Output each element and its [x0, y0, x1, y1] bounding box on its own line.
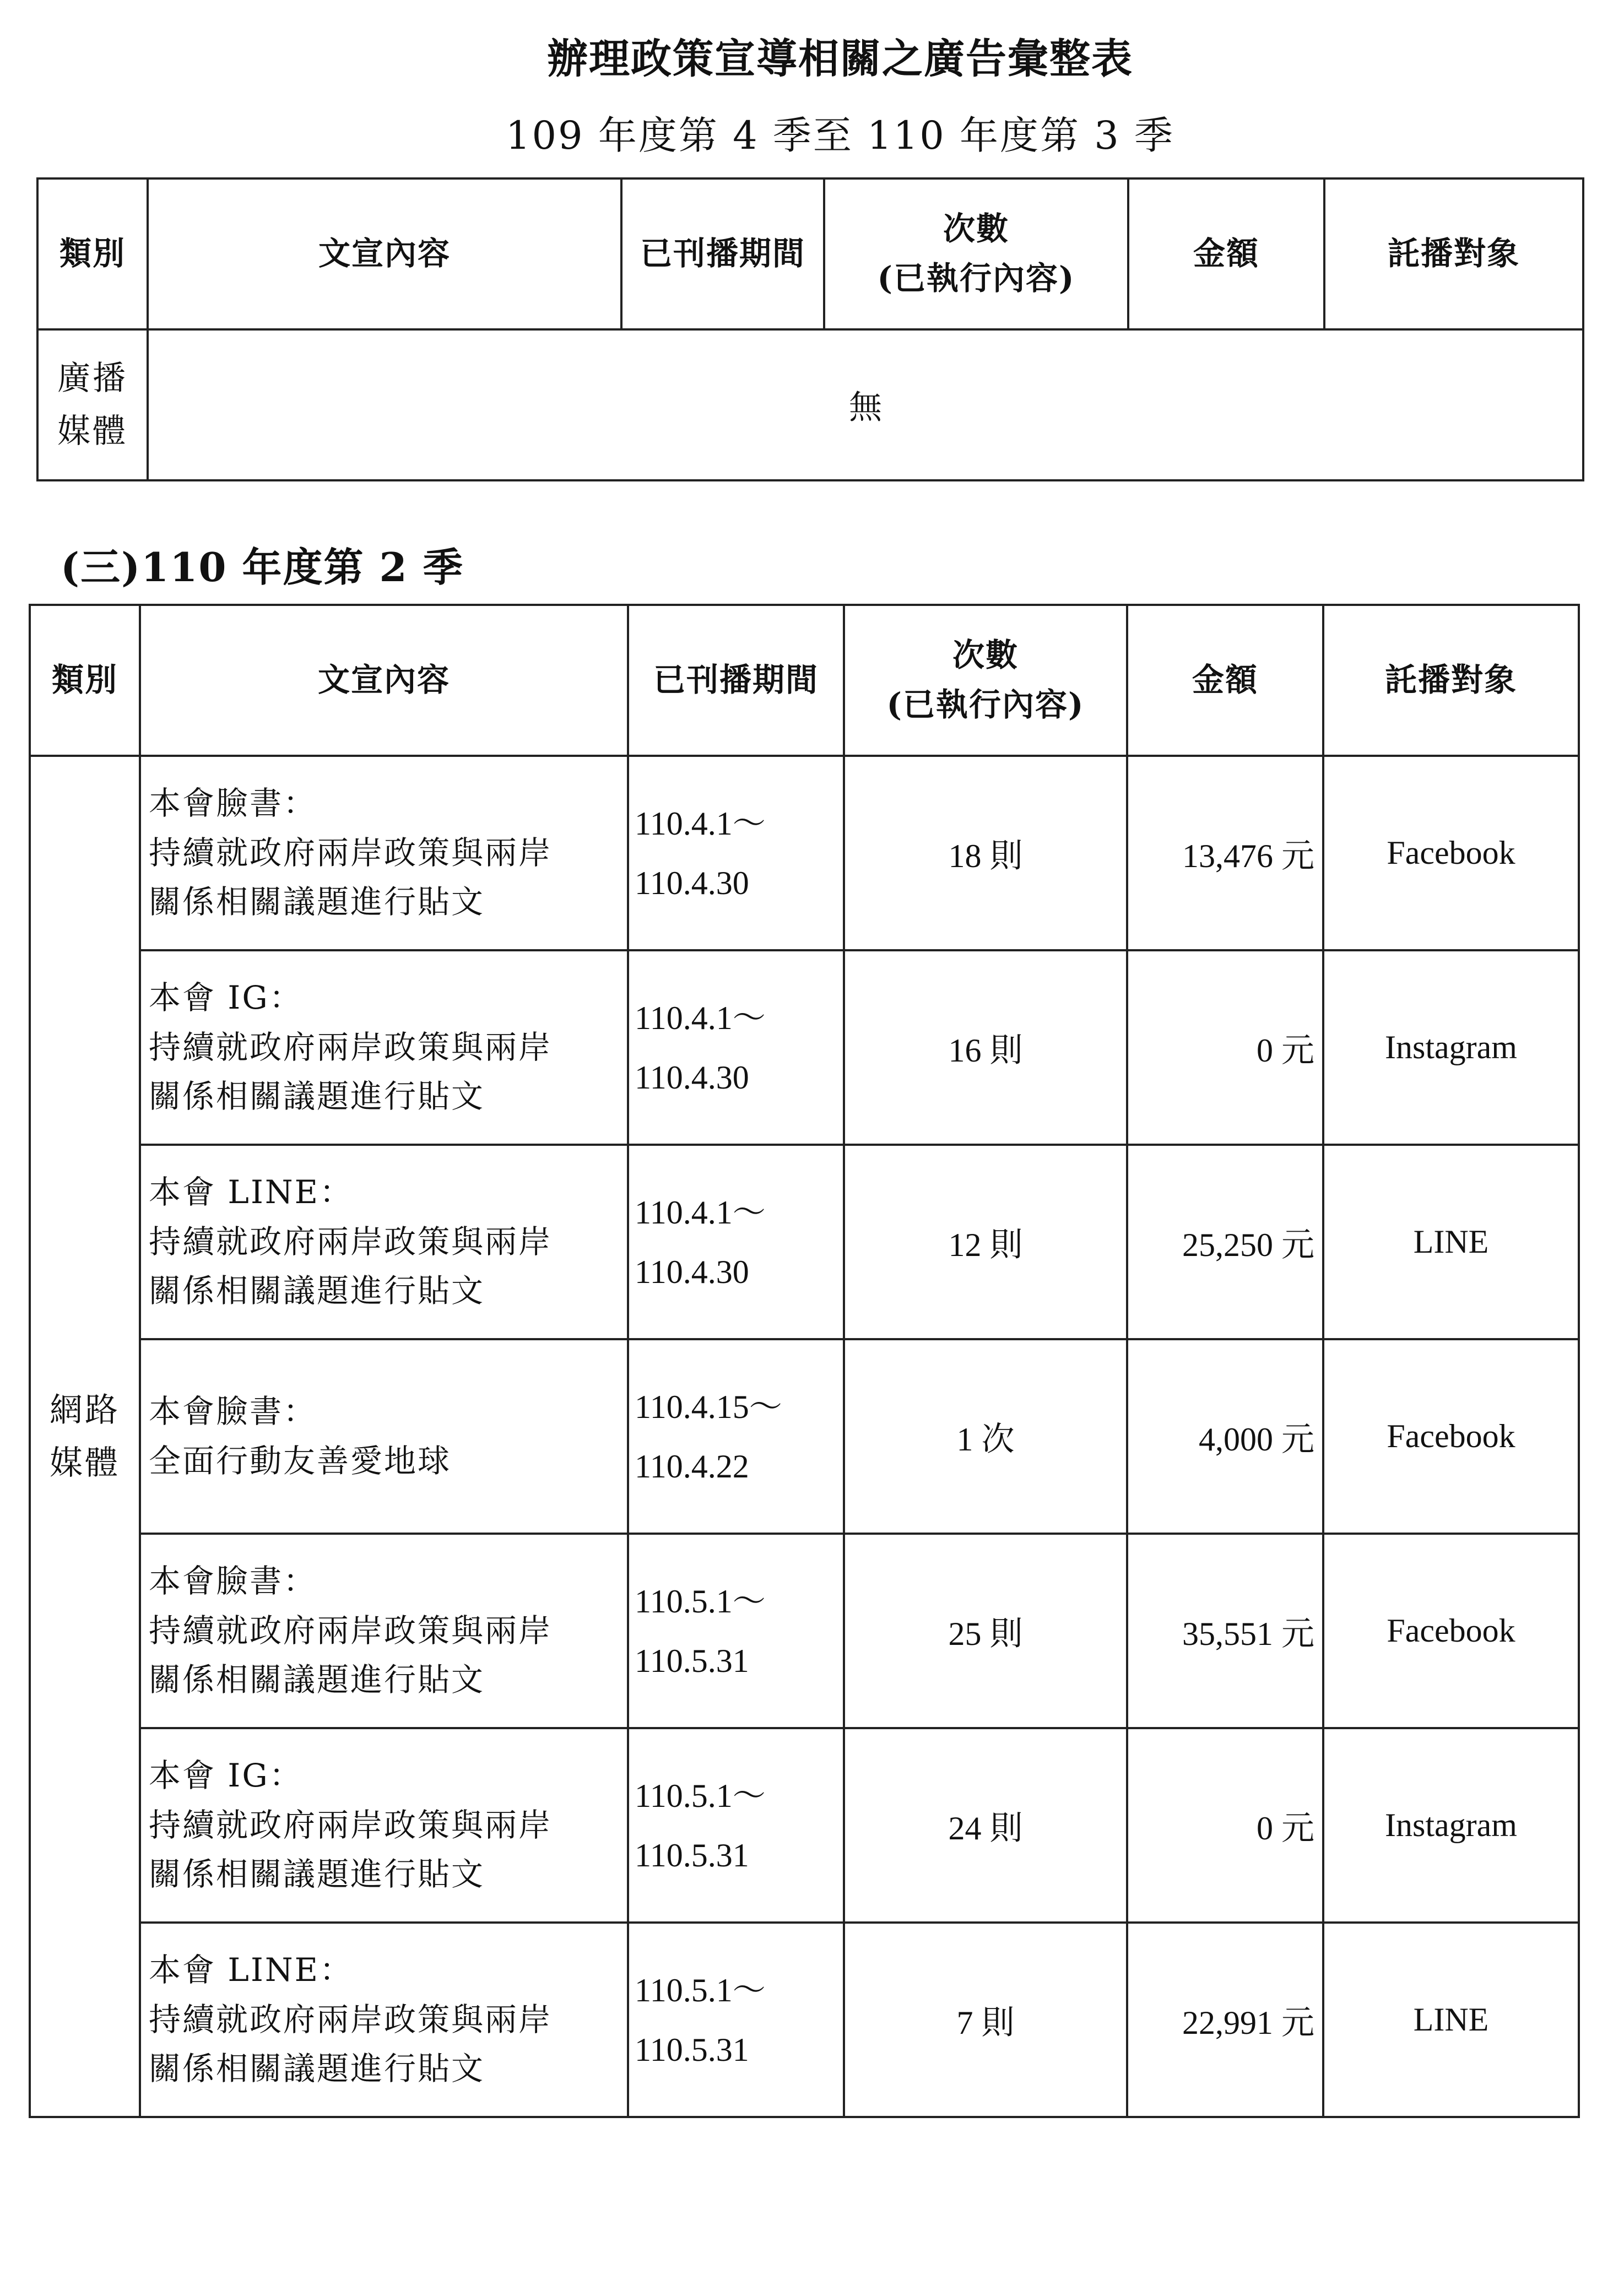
content-line1: 本會臉書： [149, 1562, 317, 1600]
period-cell [628, 1923, 844, 2117]
empty-value-cell: 無 [148, 329, 1583, 480]
count-cell: 16 則 [844, 950, 1127, 1145]
header-category: 類別 [37, 178, 148, 329]
period-cell [628, 1145, 844, 1339]
table-row [30, 1339, 1579, 1534]
period-end: 110.4.30 [635, 1253, 749, 1290]
header-count [824, 178, 1128, 329]
header-count-line1: 次數 [943, 210, 1009, 248]
category-cell [30, 756, 140, 2117]
header-target: 託播對象 [1324, 178, 1583, 329]
content-line3: 關係相關議題進行貼文 [149, 1661, 485, 1699]
header-count-line1: 次數 [952, 636, 1019, 674]
period-end: 110.5.31 [635, 1837, 749, 1874]
period-end: 110.4.30 [635, 1059, 749, 1096]
category-line2: 媒體 [50, 1443, 120, 1482]
content-cell [140, 1534, 628, 1728]
table-header-row [30, 605, 1579, 756]
category-line2: 媒體 [57, 412, 128, 451]
content-line1: 本會 LINE： [149, 1951, 353, 1989]
content-cell [140, 756, 628, 950]
content-cell [140, 1339, 628, 1534]
content-line1: 本會 IG： [149, 978, 303, 1016]
header-amount: 金額 [1128, 178, 1324, 329]
amount-cell: 4,000 元 [1127, 1339, 1323, 1534]
category-line1: 廣播 [57, 359, 128, 398]
header-category: 類別 [30, 605, 140, 756]
content-line2: 持續就政府兩岸政策與兩岸 [149, 1611, 553, 1649]
content-cell [140, 950, 628, 1145]
count-cell: 7 則 [844, 1923, 1127, 2117]
period-cell [628, 950, 844, 1145]
count-cell: 12 則 [844, 1145, 1127, 1339]
period-end: 110.5.31 [635, 2031, 749, 2068]
table-row [30, 1534, 1579, 1728]
period-cell [628, 756, 844, 950]
content-cell [140, 1728, 628, 1923]
period-end: 110.5.31 [635, 1642, 749, 1679]
period-start: 110.5.1～ [635, 1777, 766, 1814]
content-line1: 本會臉書： [149, 784, 317, 822]
period-start: 110.5.1～ [635, 1972, 766, 2008]
content-line2: 持續就政府兩岸政策與兩岸 [149, 2000, 553, 2038]
header-target: 託播對象 [1323, 605, 1579, 756]
target-cell: Facebook [1323, 756, 1579, 950]
target-cell: LINE [1323, 1145, 1579, 1339]
period-cell [628, 1728, 844, 1923]
category-cell [37, 329, 148, 480]
content-line2: 全面行動友善愛地球 [149, 1442, 452, 1480]
amount-cell: 25,250 元 [1127, 1145, 1323, 1339]
count-cell: 25 則 [844, 1534, 1127, 1728]
period-start: 110.4.1～ [635, 805, 766, 842]
header-count-line2: (已執行內容) [886, 686, 1085, 723]
period-cell [628, 1534, 844, 1728]
period-cell [628, 1339, 844, 1534]
table-header-row [37, 178, 1583, 329]
content-line1: 本會 LINE： [149, 1173, 353, 1211]
count-cell: 1 次 [844, 1339, 1127, 1534]
period-start: 110.5.1～ [635, 1583, 766, 1620]
document-subtitle: 109 年度第 4 季至 110 年度第 3 季 [505, 113, 1175, 158]
amount-cell: 0 元 [1127, 950, 1323, 1145]
period-start: 110.4.1～ [635, 1194, 766, 1231]
content-line3: 關係相關議題進行貼文 [149, 1272, 485, 1310]
category-line1: 網路 [50, 1390, 120, 1430]
broadcast-media-table [36, 177, 1584, 481]
content-line1: 本會 IG： [149, 1756, 303, 1794]
amount-cell: 0 元 [1127, 1728, 1323, 1923]
table-row [37, 329, 1583, 480]
table-row [30, 1923, 1579, 2117]
count-cell: 18 則 [844, 756, 1127, 950]
target-cell: LINE [1323, 1923, 1579, 2117]
header-period: 已刊播期間 [628, 605, 844, 756]
header-amount: 金額 [1127, 605, 1323, 756]
amount-cell: 13,476 元 [1127, 756, 1323, 950]
content-line2: 持續就政府兩岸政策與兩岸 [149, 1028, 553, 1066]
content-line3: 關係相關議題進行貼文 [149, 2050, 485, 2088]
content-line3: 關係相關議題進行貼文 [149, 1078, 485, 1116]
content-line3: 關係相關議題進行貼文 [149, 883, 485, 921]
header-period: 已刊播期間 [621, 178, 824, 329]
table-row [30, 1728, 1579, 1923]
amount-cell: 22,991 元 [1127, 1923, 1323, 2117]
table-row [30, 1145, 1579, 1339]
table-row [30, 756, 1579, 950]
target-cell: Facebook [1323, 1534, 1579, 1728]
target-cell: Facebook [1323, 1339, 1579, 1534]
period-start: 110.4.15～ [635, 1388, 782, 1425]
count-cell: 24 則 [844, 1728, 1127, 1923]
internet-media-table [29, 604, 1580, 2118]
content-line2: 持續就政府兩岸政策與兩岸 [149, 1222, 553, 1260]
content-cell [140, 1145, 628, 1339]
content-line2: 持續就政府兩岸政策與兩岸 [149, 1806, 553, 1844]
header-content: 文宣內容 [148, 178, 621, 329]
header-count [844, 605, 1127, 756]
amount-cell: 35,551 元 [1127, 1534, 1323, 1728]
content-line2: 持續就政府兩岸政策與兩岸 [149, 833, 553, 871]
content-cell [140, 1923, 628, 2117]
period-start: 110.4.1～ [635, 999, 766, 1036]
period-end: 110.4.30 [635, 864, 749, 901]
period-end: 110.4.22 [635, 1448, 749, 1485]
content-line1: 本會臉書： [149, 1392, 317, 1430]
document-title: 辦理政策宣導相關之廣告彙整表 [547, 35, 1133, 83]
target-cell: Instagram [1323, 950, 1579, 1145]
section-heading: (三)110 年度第 2 季 [61, 544, 464, 591]
table-row [30, 950, 1579, 1145]
target-cell: Instagram [1323, 1728, 1579, 1923]
header-content: 文宣內容 [140, 605, 628, 756]
header-count-line2: (已執行內容) [877, 259, 1075, 297]
content-line3: 關係相關議題進行貼文 [149, 1855, 485, 1893]
